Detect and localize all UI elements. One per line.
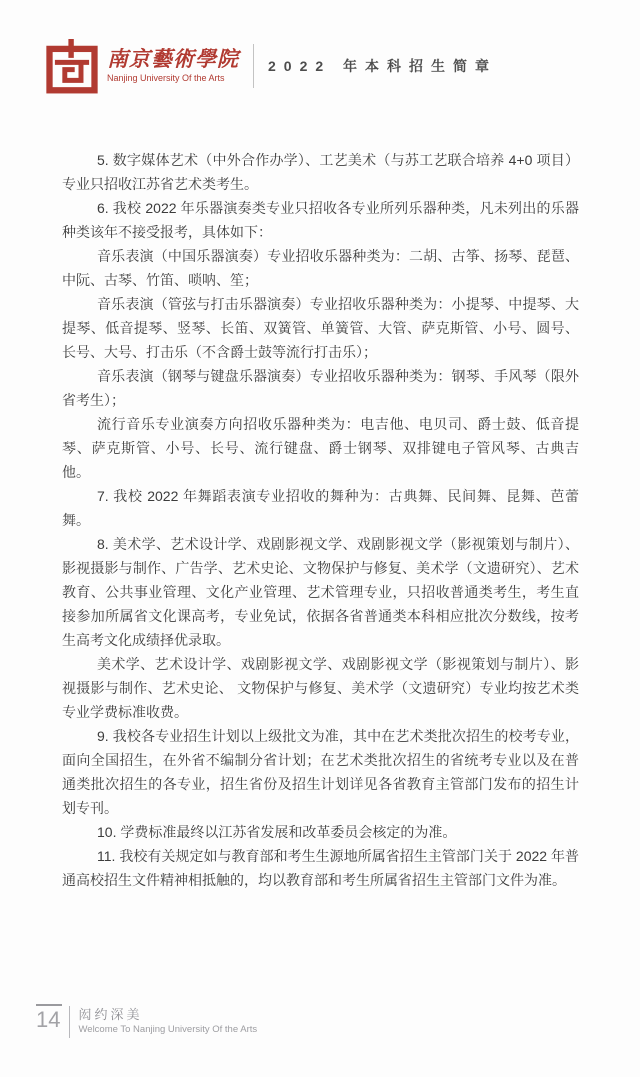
paragraph: 7. 我校 2022 年舞蹈表演专业招收的舞种为：古典舞、民间舞、昆舞、芭蕾舞。 xyxy=(62,488,579,528)
university-motto: 闳约深美 xyxy=(78,1007,143,1022)
university-brand xyxy=(107,48,239,84)
university-name-zh: 南京藝術學院 xyxy=(107,48,239,71)
document-title: 2022 年本科招生简章 xyxy=(268,58,498,74)
paragraph: 10. 学费标准最终以江苏省发展和改革委员会核定的为准。 xyxy=(97,824,457,840)
paragraph: 8. 美术学、艺术设计学、戏剧影视文学、戏剧影视文学（影视策划与制片）、影视摄影与制作、广告学、艺术史论、文物保护与修复、美术学（文遗研究）、艺术教育、公共事业管理、文化产业管理、艺术管理专业，只招收普通类考生，考生直接参加所属省文化课高考，专业免试，依据各省普通类本科相应批次分数线，按考生高考文化成绩择优录取。 xyxy=(62,536,579,648)
paragraph: 11. 我校有关规定如与教育部和考生生源地所属省招生主管部门关于 2022 年普通高校招生文件精神相抵触的，均以教育部和考生所属省招生主管部门文件为准。 xyxy=(62,848,579,888)
page-number: 14 xyxy=(36,1004,62,1032)
paragraph: 6. 我校 2022 年乐器演奏类专业只招收各专业所列乐器种类，凡未列出的乐器种类该年不接受报考，具体如下： xyxy=(62,200,579,240)
document-body xyxy=(62,148,579,892)
paragraph: 音乐表演（中国乐器演奏）专业招收乐器种类为：二胡、古筝、扬琴、琵琶、中阮、古琴、竹笛、唢呐、笙； xyxy=(62,248,579,288)
paragraph: 美术学、艺术设计学、戏剧影视文学、戏剧影视文学（影视策划与制片）、影视摄影与制作、艺术史论、 文物保护与修复、美术学（文遗研究）专业均按艺术类专业学费标准收费。 xyxy=(62,656,579,720)
page-header xyxy=(45,38,595,94)
paragraph: 音乐表演（管弦与打击乐器演奏）专业招收乐器种类为：小提琴、中提琴、大提琴、低音提琴、竖琴、长笛、双簧管、单簧管、大管、萨克斯管、小号、圆号、长号、大号、打击乐（不含爵士鼓等流行打击乐）； xyxy=(62,296,579,360)
paragraph: 9. 我校各专业招生计划以上级批文为准，其中在艺术类批次招生的校考专业，面向全国招生，在外省不编制分省计划；在艺术类批次招生的省统考专业以及在普通类批次招生的各专业，招生省份及招生计划详见各省教育主管部门发布的招生计划专刊。 xyxy=(62,728,579,816)
paragraph: 5. 数字媒体艺术（中外合作办学）、工艺美术（与苏工艺联合培养 4+0 项目）专业只招收江苏省艺术类考生。 xyxy=(62,152,579,192)
university-name-en: Nanjing University Of the Arts xyxy=(107,73,225,83)
paragraph: 流行音乐专业演奏方向招收乐器种类为：电吉他、电贝司、爵士鼓、低音提琴、萨克斯管、小号、长号、流行键盘、爵士钢琴、双排键电子管风琴、古典吉他。 xyxy=(62,416,579,480)
paragraph: 音乐表演（钢琴与键盘乐器演奏）专业招收乐器种类为：钢琴、手风琴（限外省考生）； xyxy=(62,368,579,408)
footer-caption: Welcome To Nanjing University Of the Arts xyxy=(78,1024,258,1035)
footer-divider xyxy=(69,1006,70,1038)
header-divider xyxy=(253,44,254,88)
page-footer xyxy=(36,1002,257,1038)
university-seal-logo xyxy=(45,38,99,94)
footer-texts xyxy=(78,1002,257,1036)
